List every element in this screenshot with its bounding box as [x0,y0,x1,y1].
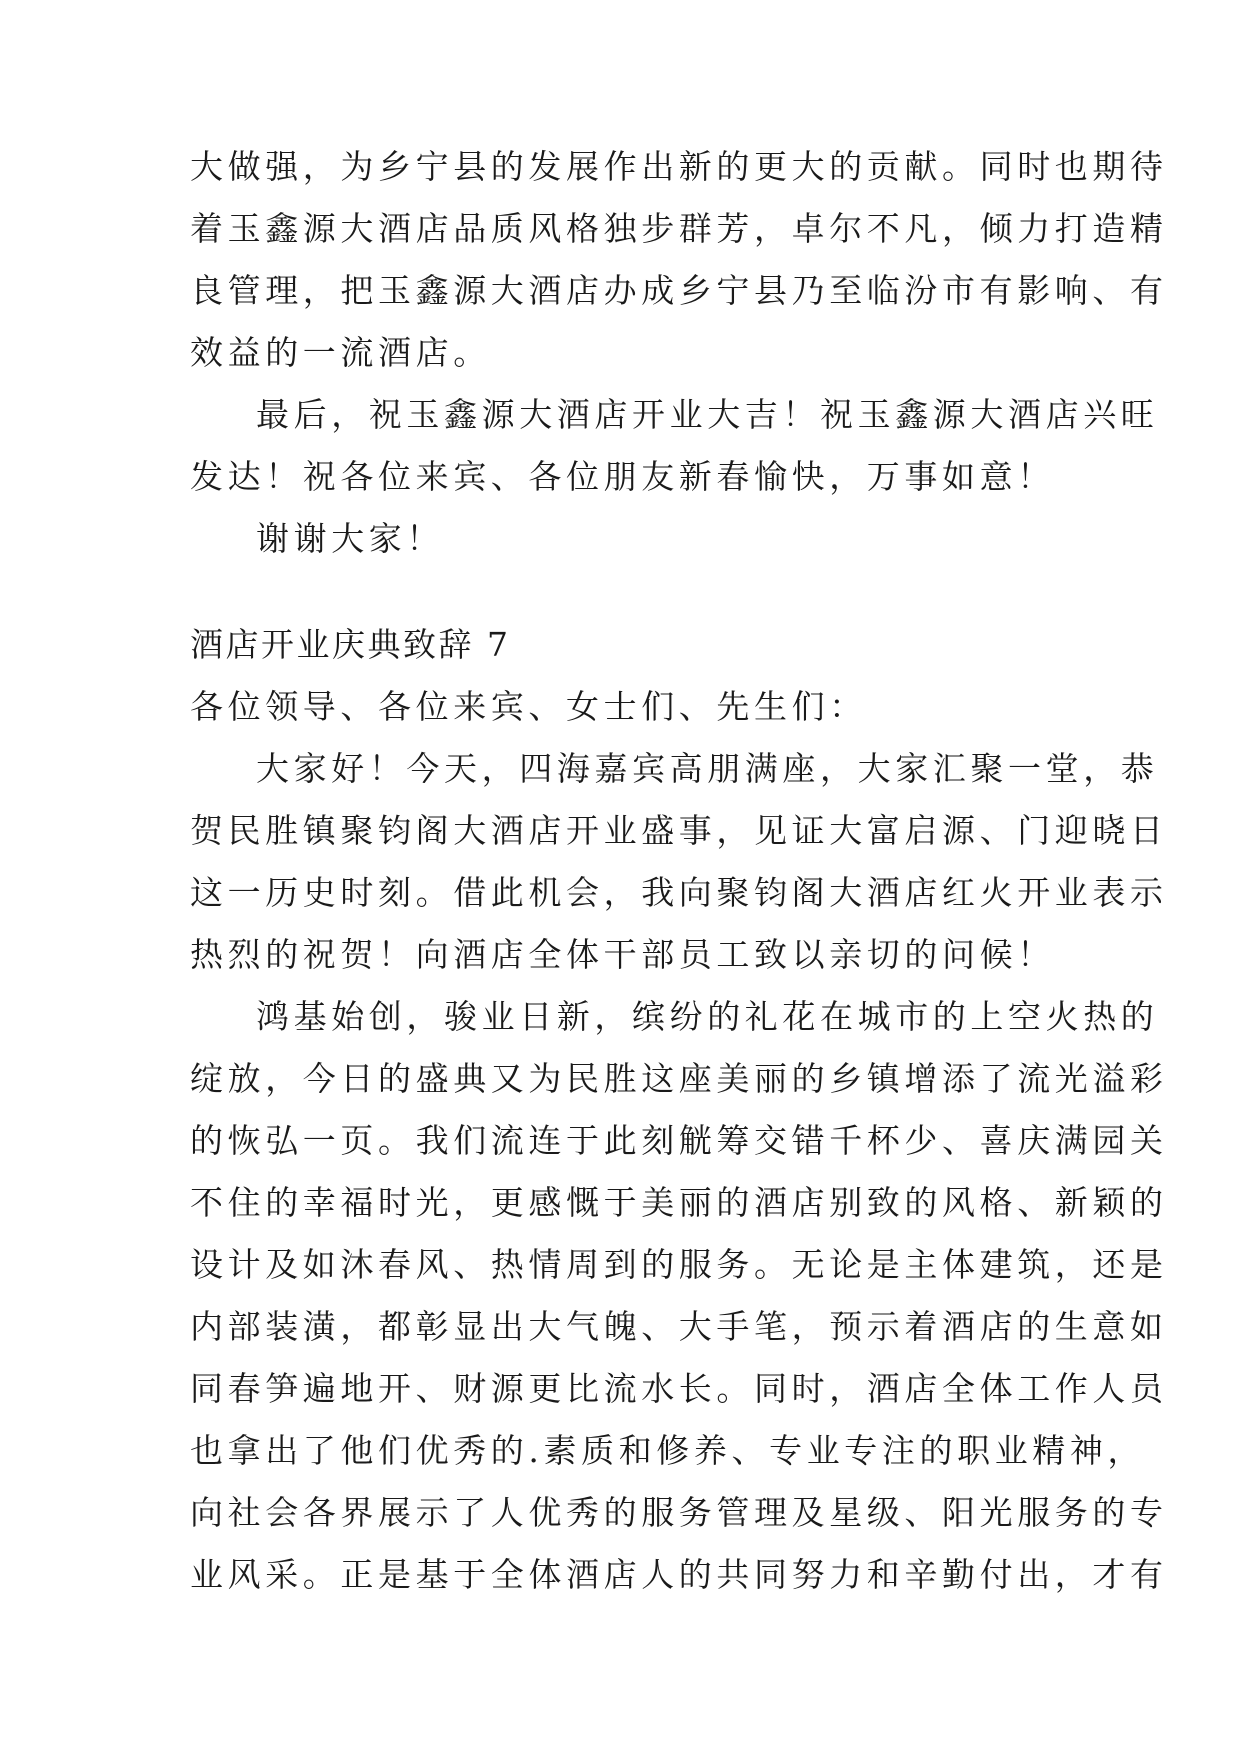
text-line: 内部装潢，都彰显出大气魄、大手笔，预示着酒店的生意如 [190,1307,1168,1346]
text-line: 贺民胜镇聚钧阁大酒店开业盛事，见证大富启源、门迎晓日 [190,811,1168,850]
paragraph-closing [190,384,1159,570]
thanks-line: 谢谢大家！ [256,519,444,558]
text-line: 不住的幸福时光，更感慨于美丽的酒店别致的风格、新颖的 [190,1183,1168,1222]
text-line: 良管理，把玉鑫源大酒店办成乡宁县乃至临汾市有影响、有 [190,271,1168,310]
text-line: 设计及如沐春风、热情周到的服务。无论是主体建筑，还是 [190,1245,1168,1284]
text-line: 同春笋遍地开、财源更比流水长。同时，酒店全体工作人员 [190,1369,1168,1408]
text-line: 大做强，为乡宁县的发展作出新的更大的贡献。同时也期待 [190,147,1168,186]
salutation [190,676,1050,738]
text-line: 绽放，今日的盛典又为民胜这座美丽的乡镇增添了流光溢彩 [190,1059,1168,1098]
text-line: 发达！祝各位来宾、各位朋友新春愉快，万事如意！ [190,457,1055,496]
text-line: 热烈的祝贺！向酒店全体干部员工致以亲切的问候！ [190,935,1055,974]
text-line: 鸿基始创，骏业日新，缤纷的礼花在城市的上空火热的 [256,997,1159,1036]
text-line: 这一历史时刻。借此机会，我向聚钧阁大酒店红火开业表示 [190,873,1168,912]
text-line: 着玉鑫源大酒店品质风格独步群芳，卓尔不凡，倾力打造精 [190,209,1168,248]
text-line: 的恢弘一页。我们流连于此刻觥筹交错千杯少、喜庆满园关 [190,1121,1168,1160]
text-line: 效益的一流酒店。 [190,333,491,372]
text-line: 也拿出了他们优秀的.素质和修养、专业专注的职业精神， [190,1431,1146,1470]
text-line: 最后，祝玉鑫源大酒店开业大吉！祝玉鑫源大酒店兴旺 [256,395,1159,434]
text-line: 向社会各界展示了人优秀的服务管理及星级、阳光服务的专 [190,1493,1168,1532]
paragraph-body [190,986,1168,1606]
text-line: 业风采。正是基于全体酒店人的共同努力和辛勤付出，才有 [190,1555,1168,1594]
section-heading: 酒店开业庆典致辞 7 [190,625,511,664]
paragraph-continuation [190,136,1168,384]
section-title [190,614,1050,676]
paragraph-greeting [190,738,1168,986]
text-line: 大家好！今天，四海嘉宾高朋满座，大家汇聚一堂，恭 [256,749,1159,788]
salutation-line: 各位领导、各位来宾、女士们、先生们： [190,687,867,726]
